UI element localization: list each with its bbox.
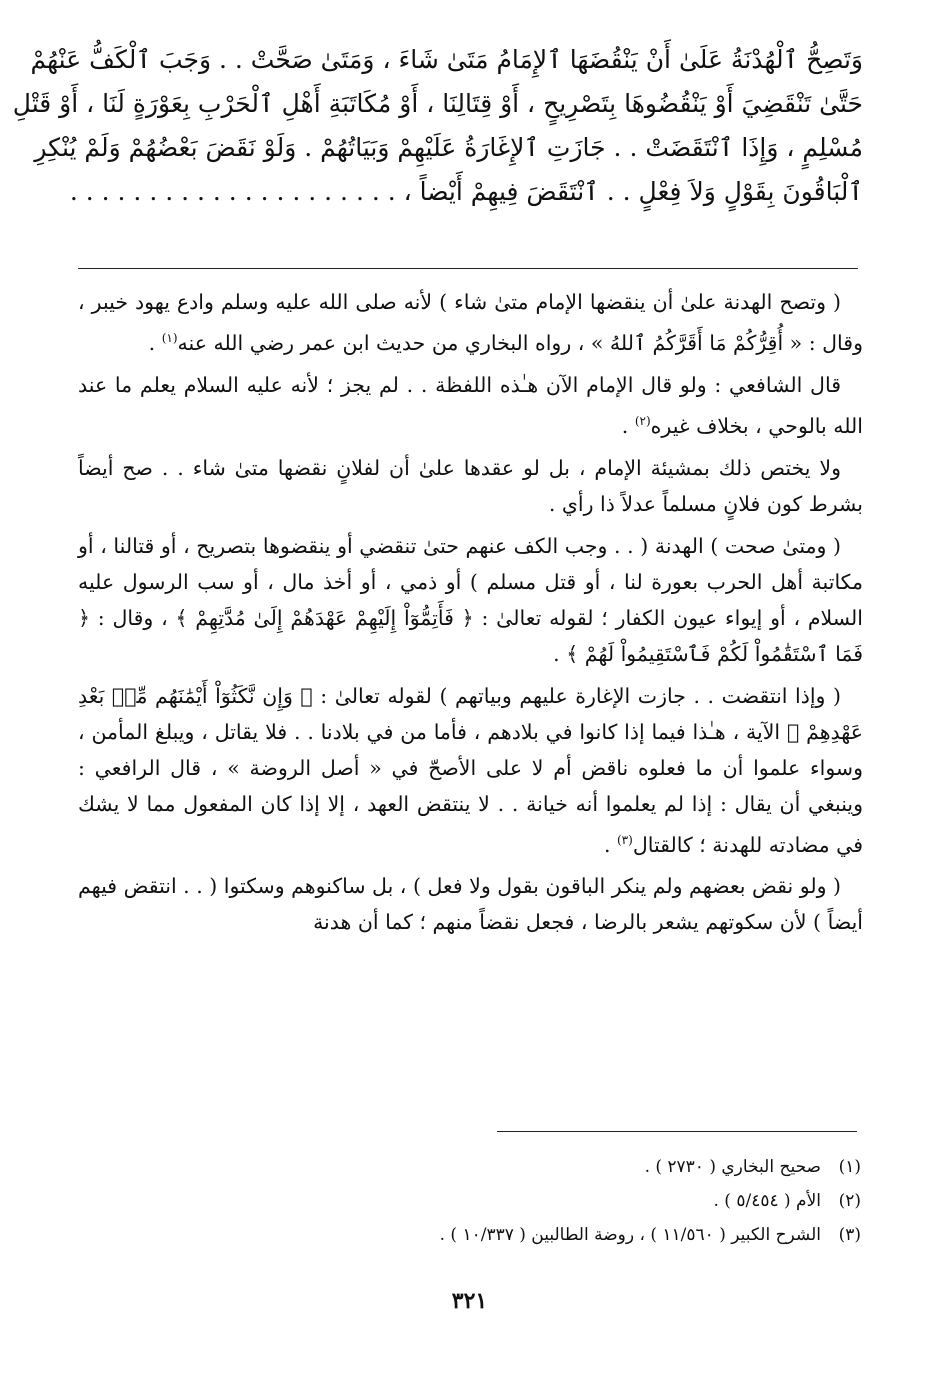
footnote-marker[interactable]: (٣) [616,832,633,847]
commentary-paragraph: ( ولو نقض بعضهم ولم ينكر الباقون بقول ولا فعل ) ، بل ساكنوهم وسكتوا ( . . انتقض فيهم أيضاً ) لأن سكوتهم يشعر بالرضا ، فجعل نقضاً منهم ؛ كما أن هدنة [77,874,863,935]
footnote-marker[interactable]: (١) [161,331,178,345]
footnote-number: (١) [838,1157,861,1177]
commentary-text: ( وإذا انتقضت . . جازت الإغارة عليهم وبياتهم ) لقوله تعالىٰ : ﴿ وَإِن نَّكَثُوٓاْ أَيْمَٰنَهُم مِّنۢ بَعْدِ عَهْدِهِمْ ﴾ الآية ، هـٰذا فيما إذا كانوا في بلادهم ، فأما من في بلادنا . . فلا يقاتل ، ويبلغ المأمن ، وسواء علموا أن ما فعلوه ناقض أم لا على الأصحّ في « أصل الروضة » ، قال الرافعي : وينبغي أن يقال : إذا لم يعلموا أنه خيانة . . لا ينتقض العهد ، إلا إذا كان المفعول مما لا يشك في مضادته للهدنة ؛ كالقتال [78,683,863,857]
footnote-text: الشرح الكبير ( ١١/٥٦٠ ) ، روضة الطالبين ( ١٠/٣٣٧ ) . [439,1225,821,1245]
footnote-marker[interactable]: (٢) [634,413,651,428]
footnote-text: الأم ( ٥/٤٥٤ ) . [713,1191,821,1211]
commentary-paragraph: ولا يختص ذلك بمشيئة الإمام ، بل لو عقدها علىٰ أن لفلانٍ نقضها متىٰ شاء . . صح أيضاً بشرط كون فلانٍ مسلماً عدلاً ذا رأي . [78,455,863,516]
footnote-item [81,1184,861,1218]
footnote-item [81,1150,861,1184]
footnote-item [81,1218,861,1252]
commentary-paragraph [78,367,863,444]
footnotes-block [81,1150,861,1252]
commentary-text: . [621,413,635,438]
footnote-separator-line [497,1131,857,1132]
commentary-text: ( وتصح الهدنة علىٰ أن ينقضها الإمام متىٰ شاء ) لأنه صلى الله عليه وسلم وادع يهود خيبر ، وقال : « أُقِرُّكُمْ مَا أَقَرَّكُمُ ٱللهُ » ، رواه البخاري من حديث ابن عمر رضي الله عنه [78,290,863,355]
commentary-text: . [148,330,162,355]
commentary-paragraph [78,678,863,863]
footnote-number: (٣) [838,1225,861,1245]
matn-line: مُسْلِمٍ ، وَإِذَا ٱنْتَقَضَتْ . . جَازَتِ ٱلإِغَارَةُ عَلَيْهِمْ وَبَيَاتُهُمْ . وَلَوْ نَقَضَ بَعْضُهُمْ وَلَمْ يُنْكِرِ [34,133,863,162]
commentary-text: . [603,832,617,857]
matn-separator-line [78,268,858,269]
matn-line: حَتَّىٰ تَنْقَضِيَ أَوْ يَنْقُضُوهَا بِتَصْرِيحٍ ، أَوْ قِتَالِنَا ، أَوْ مُكَاتَبَةِ أَهْلِ ٱلْحَرْبِ بِعَوْرَةٍ لَنَا ، أَوْ قَتْلِ [12,89,863,118]
matn-line: وَتَصِحُّ ٱلْهُدْنَةُ عَلَىٰ أَنْ يَنْقُضَهَا ٱلإِمَامُ مَتَىٰ شَاءَ ، وَمَتَىٰ صَحَّتْ . . وَجَبَ ٱلْكَفُّ عَنْهُمْ [30,45,863,74]
commentary-paragraph [78,284,863,361]
matn-text-block [12,38,863,214]
footnote-number: (٢) [838,1191,861,1211]
matn-line: ٱلْبَاقُونَ بِقَوْلٍ وَلاَ فِعْلٍ . . ٱنْتَقَضَ فِيهِمْ أَيْضاً ، . . . . . . . . . . . . . . . . . . . . . [69,177,863,206]
commentary-block [78,284,863,946]
commentary-text: قال الشافعي : ولو قال الإمام الآن هـٰذه اللفظة . . لم يجز ؛ لأنه عليه السلام يعلم ما عند الله بالوحي ، بخلاف غيره [78,372,863,438]
page-number: ٣٢١ [451,1288,488,1314]
commentary-paragraph: ( ومتىٰ صحت ) الهدنة ( . . وجب الكف عنهم حتىٰ تنقضي أو ينقضوها بتصريح ، أو قتالنا ، أو مكاتبة أهل الحرب بعورة لنا ، أو قتل مسلم ) أو ذمي ، أو أخذ مال ، أو سب الرسول عليه السلام ، أو إيواء عيون الكفار ؛ لقوله تعالىٰ : ﴿ فَأَتِمُّوٓاْ إِلَيْهِمْ عَهْدَهُمْ إِلَىٰ مُدَّتِهِمْ ﴾ ، وقال : ﴿ فَمَا ٱسْتَقَٰمُواْ لَكُمْ فَٱسْتَقِيمُواْ لَهُمْ ﴾ . [78,533,863,666]
footnote-text: صحيح البخاري ( ٢٧٣٠ ) . [644,1157,821,1177]
